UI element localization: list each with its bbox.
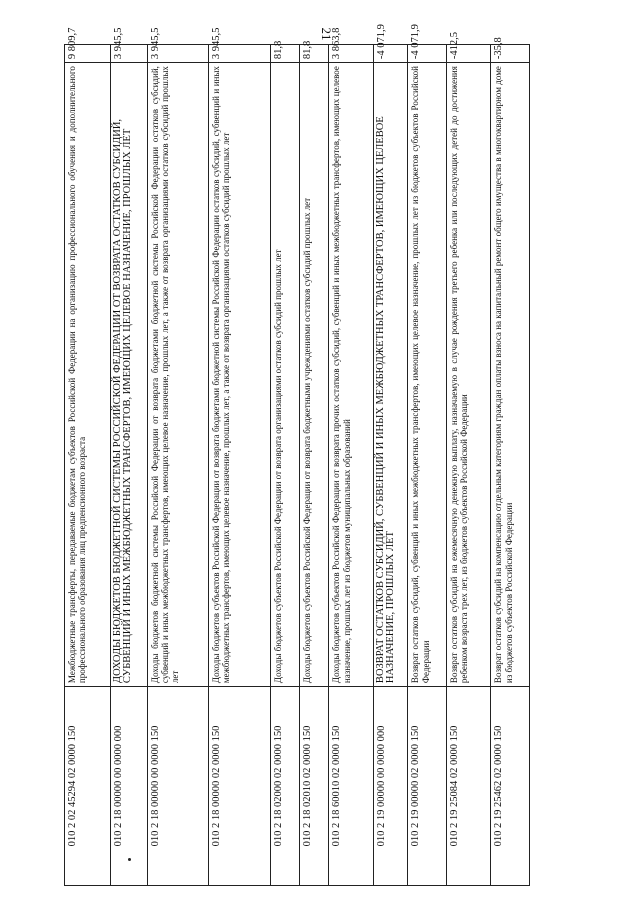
revenue-name-cell: ВОЗВРАТ ОСТАТКОВ СУБСИДИЙ, СУБВЕНЦИЙ И ИНЫХ МЕЖБЮДЖЕТНЫХ ТРАНСФЕРТОВ, ИМЕЮЩИХ ЦЕЛЕВОЕ НАЗНАЧЕНИЕ, ПРОШЛЫХ ЛЕТ — [373, 63, 407, 687]
revenue-name-cell: Возврат остатков субсидий, субвенций и иных межбюджетных трансфертов, имеющих целевое назначение, прошлых лет из бюджетов субъектов Российской Федерации — [408, 63, 446, 687]
amount-cell: 3 945,5 — [208, 45, 270, 63]
amount-cell: -35,8 — [491, 45, 530, 63]
table-row — [148, 45, 209, 886]
table-row — [270, 45, 299, 886]
amount-cell: 81,8 — [300, 45, 329, 63]
budget-code-cell: 010 2 18 00000 02 0000 150 — [208, 687, 270, 886]
amount-cell: 81,8 — [270, 45, 299, 63]
table-row — [373, 45, 407, 886]
budget-code-cell: 010 2 19 25462 02 0000 150 — [491, 687, 530, 886]
table-row — [491, 45, 530, 886]
revenue-name-cell: Межбюджетные трансферты, передаваемые бюджетам субъектов Российской Федерации на организацию профессионального обучения и дополнительного профессионального образования лиц предпенсионного возраста — [65, 63, 111, 687]
table-row — [408, 45, 446, 886]
budget-code-cell: 010 2 19 00000 00 0000 000 — [373, 687, 407, 886]
table-row — [329, 45, 374, 886]
revenue-name-cell: Возврат остатков субсидий на компенсацию отдельным категориям граждан оплаты взноса на капитальный ремонт общего имущества в многоквартирном доме из бюджетов субъектов Российской Федерации — [491, 63, 530, 687]
table-body — [65, 24, 530, 886]
budget-code-cell: 010 2 19 00000 02 0000 150 — [408, 687, 446, 886]
amount-cell: -4 071,9 — [408, 45, 446, 63]
budget-code-cell: 010 2 18 60010 02 0000 150 — [329, 687, 374, 886]
table-row — [300, 45, 329, 886]
budget-code-cell: 010 2 18 00000 00 0000 000 — [110, 687, 147, 886]
budget-table — [64, 24, 530, 886]
budget-code-cell: 010 2 02 45294 02 0000 150 — [65, 687, 111, 886]
revenue-name-cell: Доходы бюджетов субъектов Российской Федерации от возврата бюджетами бюджетной системы Российской Федерации остатков субсидий, субвенций и иных межбюджетных трансфертов, имеющих целевое назначение, прошлых лет, а также от возврата организациями остатков субсидий прошлых лет — [208, 63, 270, 687]
amount-cell: -4 071,9 — [373, 45, 407, 63]
budget-code-cell: 010 2 18 00000 00 0000 150 — [148, 687, 209, 886]
revenue-name-cell: ДОХОДЫ БЮДЖЕТОВ БЮДЖЕТНОЙ СИСТЕМЫ РОССИЙСКОЙ ФЕДЕРАЦИИ ОТ ВОЗВРАТА ОСТАТКОВ СУБСИДИЙ, СУБВЕНЦИЙ И ИНЫХ МЕЖБЮДЖЕТНЫХ ТРАНСФЕРТОВ, ИМЕЮЩИХ ЦЕЛЕВОЕ НАЗНАЧЕНИЕ, ПРОШЛЫХ ЛЕТ — [110, 63, 147, 687]
budget-code-cell: 010 2 18 02000 02 0000 150 — [270, 687, 299, 886]
revenue-name-cell: Доходы бюджетов субъектов Российской Федерации от возврата организациями остатков субсидий прошлых лет — [270, 63, 299, 687]
amount-cell: 3 945,5 — [110, 45, 147, 63]
page-number: 21 — [319, 27, 334, 41]
budget-code-cell: 010 2 19 25084 02 0000 150 — [446, 687, 491, 886]
revenue-name-cell: Возврат остатков субсидий на ежемесячную денежную выплату, назначаемую в случае рождения третьего ребенка или последующих детей до достижения ребенком возраста трех лет, из бюджетов субъектов Российской Федерации — [446, 63, 491, 687]
table-row — [208, 45, 270, 886]
table-row — [110, 45, 147, 886]
amount-cell: 9 809,7 — [65, 45, 111, 63]
amount-cell: 3 863,8 — [329, 45, 374, 63]
revenue-name-cell: Доходы бюджетов субъектов Российской Федерации от возврата прочих остатков субсидий, субвенций и иных межбюджетных трансфертов, имеющих целевое назначение, прошлых лет из бюджетов муниципальных образований — [329, 63, 374, 687]
budget-code-cell: 010 2 18 02010 02 0000 150 — [300, 687, 329, 886]
rotated-table-frame — [64, 24, 530, 886]
revenue-name-cell: Доходы бюджетов бюджетной системы Российской Федерации от возврата бюджетами бюджетной системы Российской Федерации остатков субсидий, субвенций и иных межбюджетных трансфертов, имеющих целевое назначение, прошлых лет, а также от возврата организациями остатков субсидий прошлых лет — [148, 63, 209, 687]
amount-cell: 3 945,5 — [148, 45, 209, 63]
table-row — [446, 45, 491, 886]
revenue-name-cell: Доходы бюджетов субъектов Российской Федерации от возврата бюджетными учреждениями остатков субсидий прошлых лет — [300, 63, 329, 687]
amount-cell: -412,5 — [446, 45, 491, 63]
table-row — [65, 45, 111, 886]
